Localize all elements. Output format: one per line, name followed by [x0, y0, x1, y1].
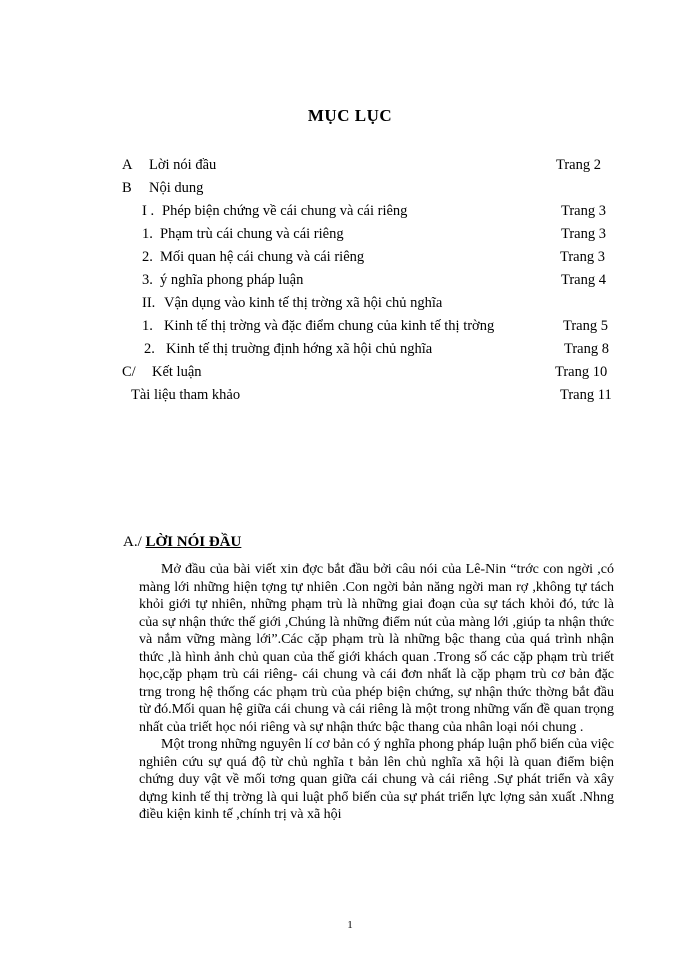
- section-number: A./: [123, 534, 142, 550]
- toc-entry-text: ý nghĩa phong pháp luận: [160, 272, 304, 288]
- toc-title: MỤC LỤC: [307, 106, 393, 125]
- toc-entry-page: Trang 8: [564, 341, 609, 357]
- toc-entry-text: Phạm trù cái chung và cái riêng: [160, 226, 344, 242]
- section-title: LỜI NÓI ĐẦU: [145, 534, 242, 550]
- toc-entry-label: 2.: [142, 249, 153, 265]
- toc-entry-text: Kinh tế thị truờng định hớng xã hội chủ nghĩa: [166, 341, 433, 357]
- body-text: [139, 561, 614, 824]
- toc-entry-page: Trang 3: [560, 249, 605, 265]
- toc-entry-label: 2.: [144, 341, 155, 357]
- toc-entry-label: II.: [142, 295, 156, 311]
- toc-entry-label: I .: [142, 203, 155, 219]
- toc-entry-page: Trang 3: [561, 203, 606, 219]
- toc-entry-page: Trang 5: [563, 318, 608, 334]
- toc-entry-label: 1.: [142, 226, 153, 242]
- toc-entry-page: Trang 2: [556, 157, 601, 173]
- toc-entry-text: Mối quan hệ cái chung và cái riêng: [160, 249, 365, 265]
- toc-entry-text: Lời nói đầu: [149, 157, 217, 173]
- toc-entry-label: B: [122, 180, 132, 196]
- toc-entry-label: C/: [122, 364, 136, 380]
- toc-entry-text: Phép biện chứng về cái chung và cái riêng: [162, 203, 408, 219]
- toc-entry-page: Trang 10: [555, 364, 608, 380]
- paragraph: Mở đầu của bài viết xin đợc bắt đầu bởi câu nói của Lê-Nin “trớc con ngời ,có màng lới những hiện tợng tự nhiên .Con ngời bản năng ngời man rợ ,không tự tách khỏi giới tự nhiên, những phạm trù là những giai đoạn của sự tách khỏi đó, tức là của sự nhận thức thế giới ,Chúng là những điểm nút của màng lới ,giúp ta nhận thức và nắm vững màng lới”.Các cặp phạm trù là những bậc thang của quá trình nhận thức ,là hình ảnh chủ quan của thế giới khách quan .Trong số các cặp phạm trù triết học,cặp phạm trù cái riêng- cái chung và cái đơn nhất là cặp phạm trù cơ bản đặc trng trong hệ thống các phạm trù của phép biện chứng, sự nhận thức thờng bắt đầu từ đó.Mối quan hệ giữa cái chung và cái riêng là một trong những vấn đề quan trọng nhất của triết học nói riêng và sự nhận thức bậc thang của nhân loại nói chung .: [139, 562, 614, 735]
- toc-entry-label: A: [122, 157, 133, 173]
- toc-entry-page: Trang 3: [561, 226, 606, 242]
- toc-entry-label: 3.: [142, 272, 153, 288]
- toc-entry-label: 1.: [142, 318, 153, 334]
- toc-entry-page: Trang 11: [560, 387, 612, 403]
- toc-entry-text: Tài liệu tham khảo: [131, 387, 241, 403]
- toc-entry-text: Vận dụng vào kinh tế thị trờng xã hội chủ nghĩa: [164, 295, 443, 311]
- toc-entry-page: Trang 4: [561, 272, 606, 288]
- toc-entry-text: Kinh tế thị trờng và đặc điểm chung của kinh tế thị trờng: [164, 318, 495, 334]
- section-heading: [123, 534, 241, 551]
- page-number: 1: [347, 919, 353, 931]
- toc-entry-text: Kết luận: [152, 364, 202, 380]
- toc-entry-text: Nội dung: [149, 180, 204, 196]
- paragraph: Một trong những nguyên lí cơ bản có ý nghĩa phong pháp luận phổ biến của việc nghiên cứu sự quá độ từ chủ nghĩa t bản lên chủ nghĩa xã hội là quan điểm biện chứng duy vật về mối tơng quan giữa cái chung và cái riêng .Sự phát triển và xây dựng kinh tế thị trờng là qui luật phổ biến của sự phát triển lực lợng sản xuất .Nhng điều kiện kinh tế ,chính trị và xã hội: [139, 737, 614, 822]
